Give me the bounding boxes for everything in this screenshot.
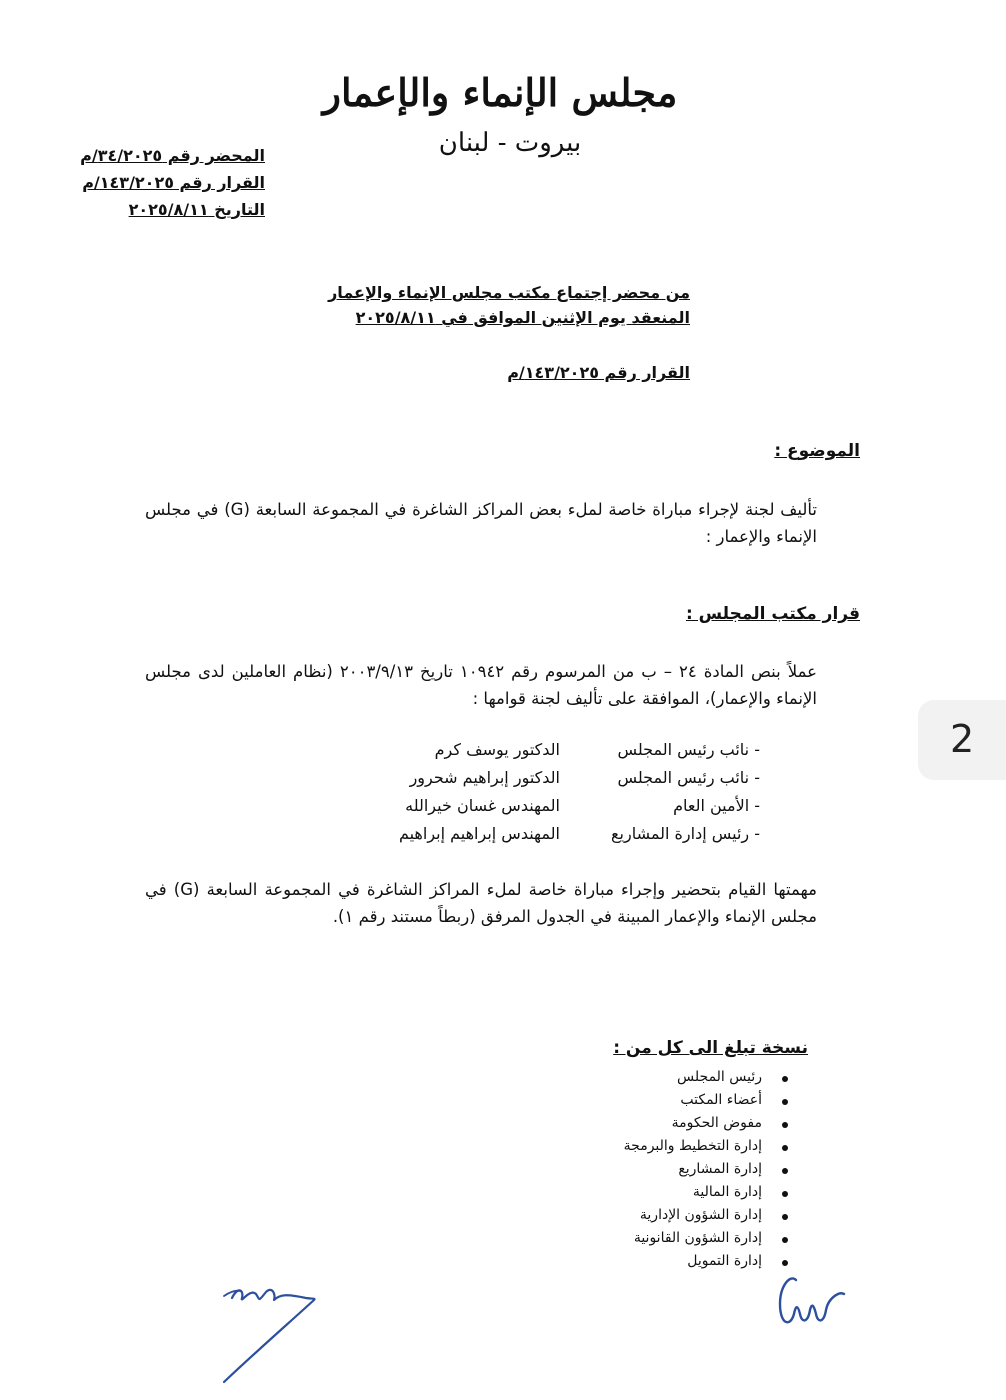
committee-member — [300, 796, 760, 822]
list-item: أعضاء المكتب — [560, 1089, 800, 1112]
member-name: المهندس إبراهيم إبراهيم — [398, 824, 560, 843]
subject-text: تأليف لجنة لإجراء مباراة خاصة لملء بعض المراكز الشاغرة في المجموعة السابعة (G) في مجلس الإنماء والإعمار : — [145, 500, 817, 546]
member-name: الدكتور يوسف كرم — [434, 740, 560, 759]
committee-mission: مهمتها القيام بتحضير وإجراء مباراة خاصة لملء المراكز الشاغرة في المجموعة السابعة (G) في مجلس الإنماء والإعمار المبينة في الجدول المرفق (ربطاً مستند رقم ١). — [145, 880, 817, 926]
list-item: إدارة الشؤون الإدارية — [560, 1204, 800, 1227]
reference-block — [40, 142, 265, 223]
signature-right — [768, 1266, 854, 1340]
member-role: - رئيس إدارة المشاريع — [611, 824, 760, 843]
list-item: إدارة المالية — [560, 1181, 800, 1204]
page-number-badge[interactable] — [918, 700, 1006, 780]
minutes-number: المحضر رقم ٣٤/٢٠٢٥/م — [80, 146, 265, 165]
decision-number: القرار رقم ١٤٣/٢٠٢٥/م — [82, 173, 265, 192]
list-item: إدارة التمويل — [560, 1250, 800, 1273]
member-name: الدكتور إبراهيم شحرور — [409, 768, 560, 787]
council-name: مجلس الإنماء والإعمار — [322, 70, 678, 115]
meeting-heading — [280, 280, 690, 330]
heading-line-2: المنعقد يوم الإثنين الموافق في ٢٠٢٥/٨/١١ — [355, 308, 690, 327]
decision-heading: القرار رقم ١٤٣/٢٠٢٥/م — [507, 363, 690, 382]
distribution-list — [560, 1066, 800, 1273]
committee-member — [300, 824, 760, 850]
list-item: مفوض الحكومة — [560, 1112, 800, 1135]
document-date: التاريخ ٢٠٢٥/٨/١١ — [128, 200, 265, 219]
decision-intro: عملاً بنص المادة ٢٤ – ب من المرسوم رقم ١٠٩٤٢ تاريخ ٢٠٠٣/٩/١٣ (نظام العاملين لدى مجلس الإنماء والإعمار)، الموافقة على تأليف لجنة قوامها : — [145, 662, 817, 708]
council-city: بيروت - لبنان — [438, 128, 582, 158]
committee-member — [300, 740, 760, 766]
list-item: رئيس المجلس — [560, 1066, 800, 1089]
member-role: - نائب رئيس المجلس — [617, 740, 760, 759]
subject-title: الموضوع : — [774, 441, 860, 461]
signature-left — [210, 1268, 340, 1386]
committee-member — [300, 768, 760, 794]
member-name: المهندس غسان خيرالله — [405, 796, 560, 815]
list-item: إدارة التخطيط والبرمجة — [560, 1135, 800, 1158]
page-number: 2 — [950, 717, 975, 761]
member-role: - نائب رئيس المجلس — [617, 768, 760, 787]
heading-line-1: من محضر إجتماع مكتب مجلس الإنماء والإعمار — [328, 283, 690, 302]
list-item: إدارة المشاريع — [560, 1158, 800, 1181]
decision-title: قرار مكتب المجلس : — [685, 604, 860, 624]
distribution-title: نسخة تبلغ الى كل من : — [613, 1038, 808, 1058]
member-role: - الأمين العام — [673, 796, 760, 815]
list-item: إدارة الشؤون القانونية — [560, 1227, 800, 1250]
